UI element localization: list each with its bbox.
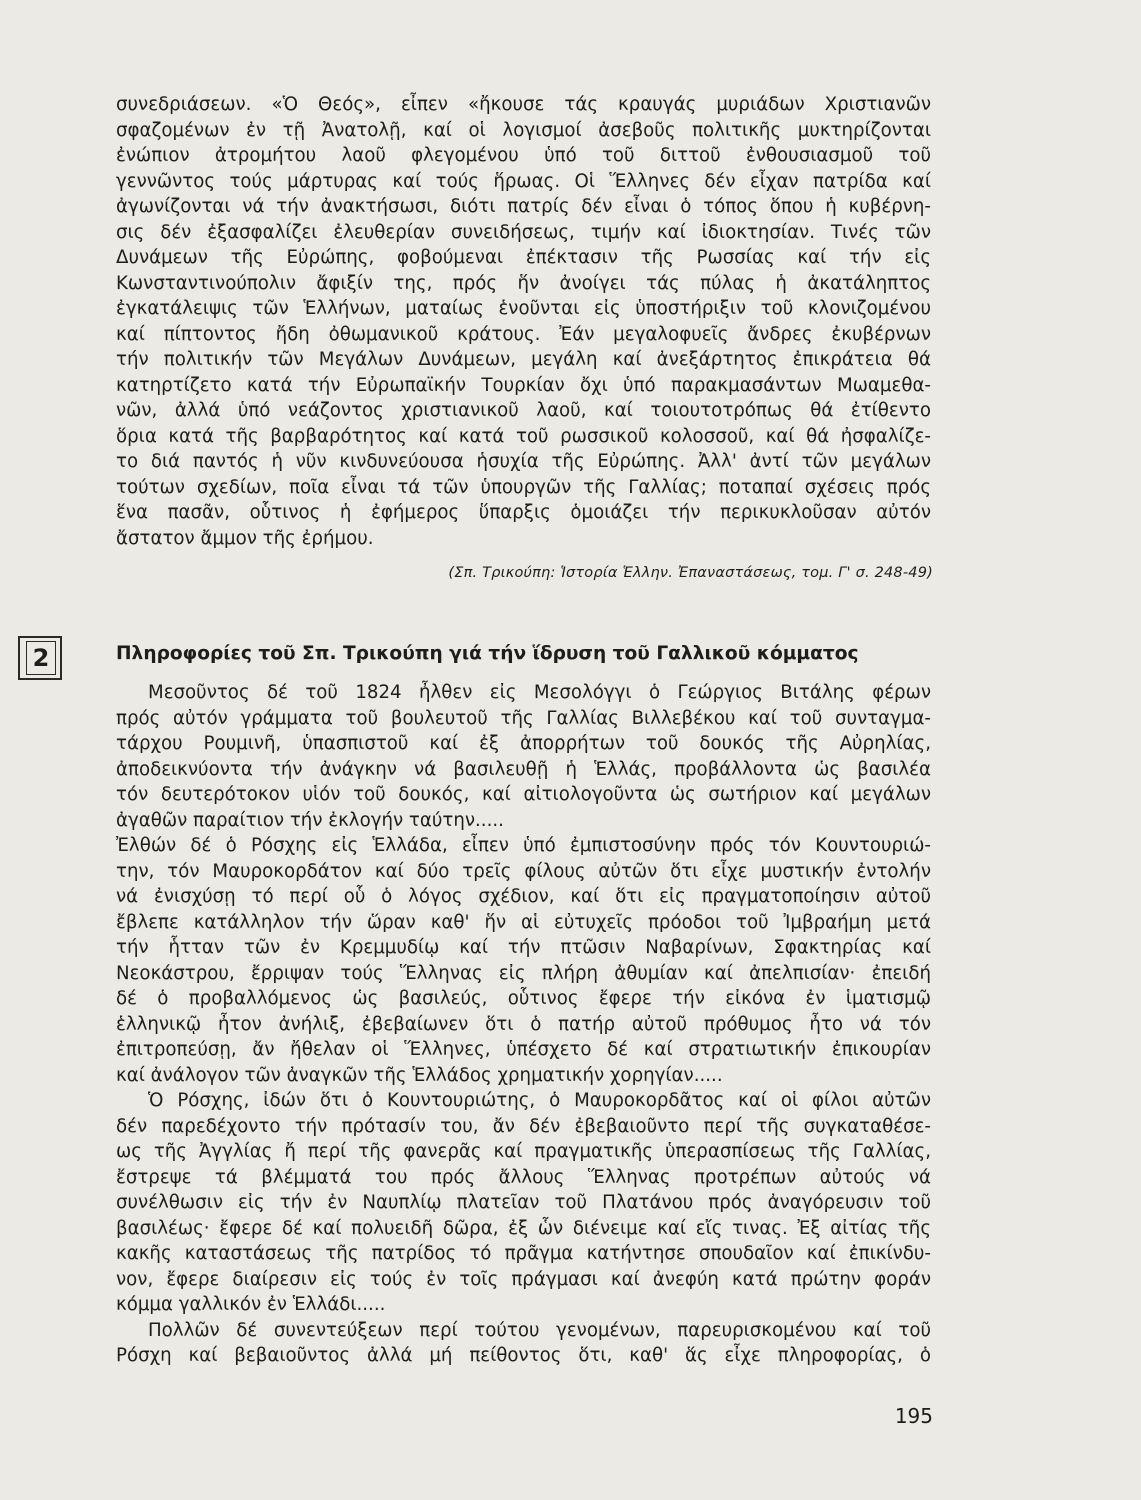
text-line: βασιλέως· ἔφερε δέ καί πολυειδῆ δῶρα, ἐξ ὧν διένειμε καί εἴς τινας. Ἐξ αἰτίας τῆς xyxy=(116,1217,931,1239)
text-line: ἀποδεικνύοντα τήν ἀνάγκην νά βασιλευθῇ ἡ Ἑλλάς, προβάλλοντα ὡς βασιλέα xyxy=(116,758,931,780)
text-line: ἐπιτροπεύσῃ, ἄν ἤθελαν οἱ Ἕλληνες, ὑπέσχετο δέ καί στρατιωτικήν ἐπικουρίαν xyxy=(116,1039,931,1060)
text-line: δέν παρεδέχοντο τήν πρότασίν του, ἄν δέν ἐβεβαιοῦντο περί τῆς συγκαταθέσε- xyxy=(116,1115,931,1137)
text-line: συνέλθωσιν εἰς τήν ἐν Ναυπλίῳ πλατεῖαν τοῦ Πλατάνου πρός ἀναγόρευσιν τοῦ xyxy=(116,1192,931,1213)
text-line: κόμμα γαλλικόν ἐν Ἑλλάδι..... xyxy=(116,1294,386,1315)
text-line: δέ ὁ προβαλλόμενος ὡς βασιλεύς, οὗτινος ἔφερε τήν εἰκόνα ἐν ἱματισμῷ xyxy=(116,988,931,1009)
text-line: ἐγκατάλειψις τῶν Ἑλλήνων, ματαίως ἑνοῦνται εἰς ὑποστήριξιν τοῦ κλονιζομένου xyxy=(116,298,931,319)
text-line: Ρόσχη καί βεβαιοῦντος ἀλλά μή πείθοντος ὅτι, καθ' ἅς εἶχε πληροφορίας, ὁ xyxy=(116,1345,931,1366)
text-line: την, τόν Μαυροκορδάτον καί δύο τρεῖς φίλους αὐτῶν ὅτι εἶχε μυστικήν ἐντολήν xyxy=(116,860,931,882)
text-line: τήν πολιτικήν τῶν Μεγάλων Δυνάμεων, μεγάλη καί ἀνεξάρτητος ἐπικράτεια θά xyxy=(116,349,931,370)
text-line: Μεσοῦντος δέ τοῦ 1824 ἦλθεν εἰς Μεσολόγγι ὁ Γεώργιος Βιτάλης φέρων xyxy=(148,682,931,703)
text-line: κατηρτίζετο κατά τήν Εὐρωπαϊκήν Τουρκίαν ὄχι ὑπό παρακμασάντων Μωαμεθα- xyxy=(116,374,931,396)
section-body xyxy=(116,680,931,1369)
text-line: σις δέν ἐξασφαλίζει ἐλευθερίαν συνειδήσεως, τιμήν καί ἰδιοκτησίαν. Τινές τῶν xyxy=(116,221,931,243)
text-line: Πολλῶν δέ συνεντεύξεων περί τούτου γενομένων, παρευρισκομένου καί τοῦ xyxy=(148,1319,931,1341)
text-line: νά ἐνισχύσῃ τό περί οὗ ὁ λόγος σχέδιον, καί ὅτι εἰς πραγματοποίησιν αὐτοῦ xyxy=(116,886,931,907)
text-line: ἄστατον ἄμμον τῆς ἐρήμου. xyxy=(116,527,374,549)
page-number: 195 xyxy=(894,1404,933,1428)
text-line: συνεδριάσεων. «Ὁ Θεός», εἶπεν «ἤκουσε τάς κραυγάς μυριάδων Χριστιανῶν xyxy=(116,94,931,115)
text-line: ἐνώπιον ἀτρομήτου λαοῦ φλεγομένου ὑπό τοῦ διττοῦ ἐνθουσιασμοῦ τοῦ xyxy=(116,145,931,166)
text-line: κακῆς καταστάσεως τῆς πατρίδος τό πρᾶγμα κατήντησε σπουδαῖον καί ἐπικίνδυ- xyxy=(116,1243,931,1264)
text-line: ἀγαθῶν παραίτιον τήν ἐκλογήν ταύτην..... xyxy=(116,809,504,831)
paragraph-1 xyxy=(116,92,931,551)
text-line: τάρχου Ρουμινῆ, ὑπασπιστοῦ καί ἐξ ἀπορρήτων τοῦ δουκός τῆς Αὐρηλίας, xyxy=(116,733,931,754)
text-line: καί ἀνάλογον τῶν ἀναγκῶν τῆς Ἑλλάδος χρηματικήν χορηγίαν..... xyxy=(116,1064,723,1086)
text-line: Δυνάμεων τῆς Εὐρώπης, φοβούμεναι ἐπέκτασιν τῆς Ρωσσίας καί τήν εἰς xyxy=(116,247,931,268)
section-title: Πληροφορίες τοῦ Σπ. Τρικούπη γιά τήν ἵδρυση τοῦ Γαλλικοῦ κόμματος xyxy=(116,643,859,664)
text-line: καί πίπτοντος ἤδη ὀθωμανικοῦ κράτους. Ἐάν μεγαλοφυεῖς ἄνδρες ἐκυβέρνων xyxy=(116,323,931,345)
section-number-box xyxy=(18,636,62,680)
citation: (Σπ. Τρικούπη: Ἱστορία Ἑλλην. Ἐπαναστάσεως, τομ. Γ' σ. 248-49) xyxy=(448,565,933,581)
text-line: ἀγωνίζονται νά τήν ἀνακτήσωσι, διότι πατρίς δέν εἶναι ὁ τόπος ὅπου ἡ κυβέρνη- xyxy=(116,196,931,217)
section-number: 2 xyxy=(26,641,56,675)
text-line: ἔστρεψε τά βλέμματά του πρός ἄλλους Ἕλληνας προτρέπων αὐτούς νά xyxy=(116,1166,931,1188)
paragraph-4 xyxy=(116,1088,931,1318)
text-line: Ὁ Ρόσχης, ἰδών ὅτι ὁ Κουντουριώτης, ὁ Μαυροκορδᾶτος καί οἱ φίλοι αὐτῶν xyxy=(148,1090,931,1111)
paragraph-5 xyxy=(116,1318,931,1369)
text-line: σφαζομένων ἐν τῇ Ἀνατολῇ, καί οἱ λογισμοί ἀσεβοῦς πολιτικῆς μυκτηρίζονται xyxy=(116,119,931,141)
text-line: ὅρια κατά τῆς βαρβαρότητος καί κατά τοῦ ρωσσικοῦ κολοσσοῦ, καί θά ἠσφαλίζε- xyxy=(116,425,931,447)
text-line: τόν δευτερότοκον υἱόν τοῦ δουκός, καί αἰτιολογοῦντα ὡς σωτήριον καί μεγάλων xyxy=(116,784,931,805)
text-line: τούτων σχεδίων, ποῖα εἶναι τά τῶν ὑπουργῶν τῆς Γαλλίας; ποταπαί σχέσεις πρός xyxy=(116,476,931,498)
text-line: ἕνα πασᾶν, οὗτινος ἡ ἐφήμερος ὕπαρξις ὁμοιάζει τήν περικυκλοῦσαν αὐτόν xyxy=(116,502,931,523)
paragraph-2 xyxy=(116,680,931,833)
text-line: νον, ἔφερε διαίρεσιν εἰς τούς ἐν τοῖς πράγμασι καί ἀνεφύη κατά πρώτην φοράν xyxy=(116,1268,931,1290)
text-line: γεννῶντος τούς μάρτυρας καί τούς ἥρωας. Οἱ Ἕλληνες δέν εἶχαν πατρίδα καί xyxy=(116,170,931,192)
text-line: Ἐλθών δέ ὁ Ρόσχης εἰς Ἑλλάδα, εἶπεν ὑπό ἐμπιστοσύνην πρός τόν Κουντουριώ- xyxy=(116,835,931,856)
text-line: ως τῆς Ἀγγλίας ἤ περί τῆς φανερᾶς καί πραγματικῆς ὑπερασπίσεως τῆς Γαλλίας, xyxy=(116,1141,931,1162)
text-line: Κωνσταντινούπολιν ἄφιξίν της, πρός ἥν ἀνοίγει τάς πύλας ἡ ἀκατάληπτος xyxy=(116,272,931,294)
text-line: τήν ἧτταν τῶν ἐν Κρεμμυδίῳ καί τήν πτῶσιν Ναβαρίνων, Σφακτηρίας καί xyxy=(116,937,931,958)
text-line: πρός αὐτόν γράμματα τοῦ βουλευτοῦ τῆς Γαλλίας Βιλλεβέκου καί τοῦ συνταγμα- xyxy=(116,707,931,729)
text-line: ἑλληνικῷ ἦτον ἀνήλιξ, ἐβεβαίωνεν ὅτι ὁ πατήρ αὐτοῦ πρόθυμος ἦτο νά τόν xyxy=(116,1013,931,1035)
text-line: νῶν, ἀλλά ὑπό νεάζοντος χριστιανικοῦ λαοῦ, καί τοιουτοτρόπως θά ἐτίθεντο xyxy=(116,400,931,421)
text-line: ἔβλεπε κατάλληλον τήν ὥραν καθ' ἥν αἱ εὐτυχεῖς πρόοδοι τοῦ Ἰμβραήμη μετά xyxy=(116,911,931,933)
text-line: Νεοκάστρου, ἔρριψαν τούς Ἕλληνας εἰς πλήρη ἀθυμίαν καί ἀπελπισίαν· ἐπειδή xyxy=(116,962,931,984)
text-line: το διά παντός ἡ νῦν κινδυνεύουσα ἡσυχία τῆς Εὐρώπης. Ἀλλ' ἀντί τῶν μεγάλων xyxy=(116,451,931,472)
paragraph-3 xyxy=(116,833,931,1088)
